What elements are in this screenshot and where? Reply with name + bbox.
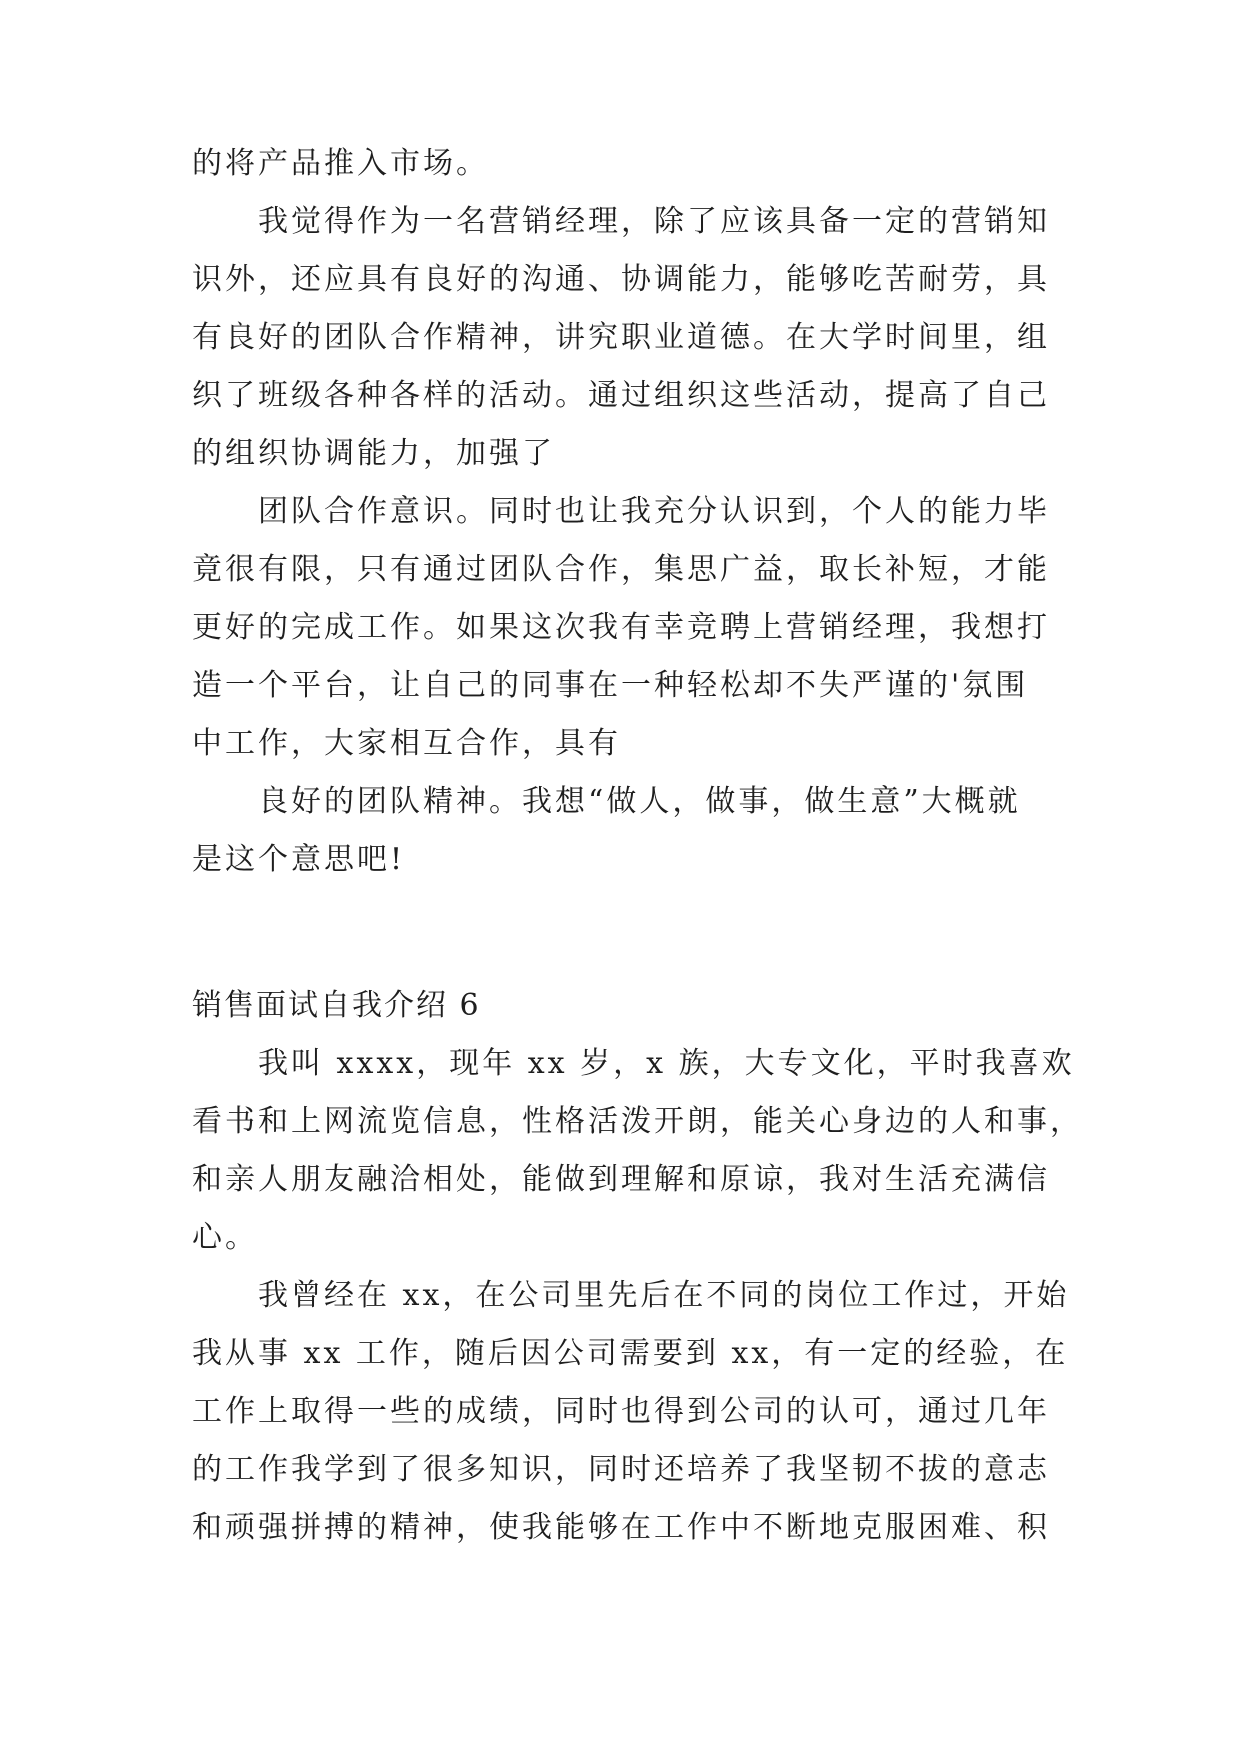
text-line: 是这个意思吧! [192,842,406,877]
text-line: 造一个平台，让自己的同事在一种轻松却不失严谨的'氛围 [192,668,1029,703]
text-line: 团队合作意识。同时也让我充分认识到，个人的能力毕 [258,494,1050,529]
text-line: 的将产品推入市场。 [192,146,489,181]
text-line: 识外，还应具有良好的沟通、协调能力，能够吃苦耐劳，具 [192,262,1050,297]
section-heading: 销售面试自我介绍 6 [192,988,481,1023]
text-line: 看书和上网流览信息，性格活泼开朗，能关心身边的人和事， [192,1104,1083,1139]
text-line: 织了班级各种各样的活动。通过组织这些活动，提高了自己 [192,378,1050,413]
text-line: 我曾经在 xx，在公司里先后在不同的岗位工作过，开始 [258,1278,1070,1313]
text-line: 的组织协调能力，加强了 [192,436,555,471]
text-line: 工作上取得一些的成绩，同时也得到公司的认可，通过几年 [192,1394,1050,1429]
text-line: 更好的完成工作。如果这次我有幸竞聘上营销经理，我想打 [192,610,1050,645]
body-text-bottom [192,1035,1083,1557]
text-line: 有良好的团队合作精神，讲究职业道德。在大学时间里，组 [192,320,1050,355]
text-line: 良好的团队精神。我想“做人，做事，做生意”大概就 [258,784,1021,819]
text-line: 竟很有限，只有通过团队合作，集思广益，取长补短，才能 [192,552,1050,587]
text-line: 我觉得作为一名营销经理，除了应该具备一定的营销知 [258,204,1050,239]
text-line: 我叫 xxxx，现年 xx 岁，x 族，大专文化，平时我喜欢 [258,1046,1075,1081]
text-line: 的工作我学到了很多知识，同时还培养了我坚韧不拔的意志 [192,1452,1050,1487]
text-line: 心。 [192,1220,258,1255]
text-line: 我从事 xx 工作，随后因公司需要到 xx，有一定的经验，在 [192,1336,1069,1371]
text-line: 和亲人朋友融洽相处，能做到理解和原谅，我对生活充满信 [192,1162,1050,1197]
body-text-top [192,135,1052,889]
text-line: 和顽强拼搏的精神，使我能够在工作中不断地克服困难、积 [192,1510,1050,1545]
text-line: 中工作，大家相互合作，具有 [192,726,621,761]
